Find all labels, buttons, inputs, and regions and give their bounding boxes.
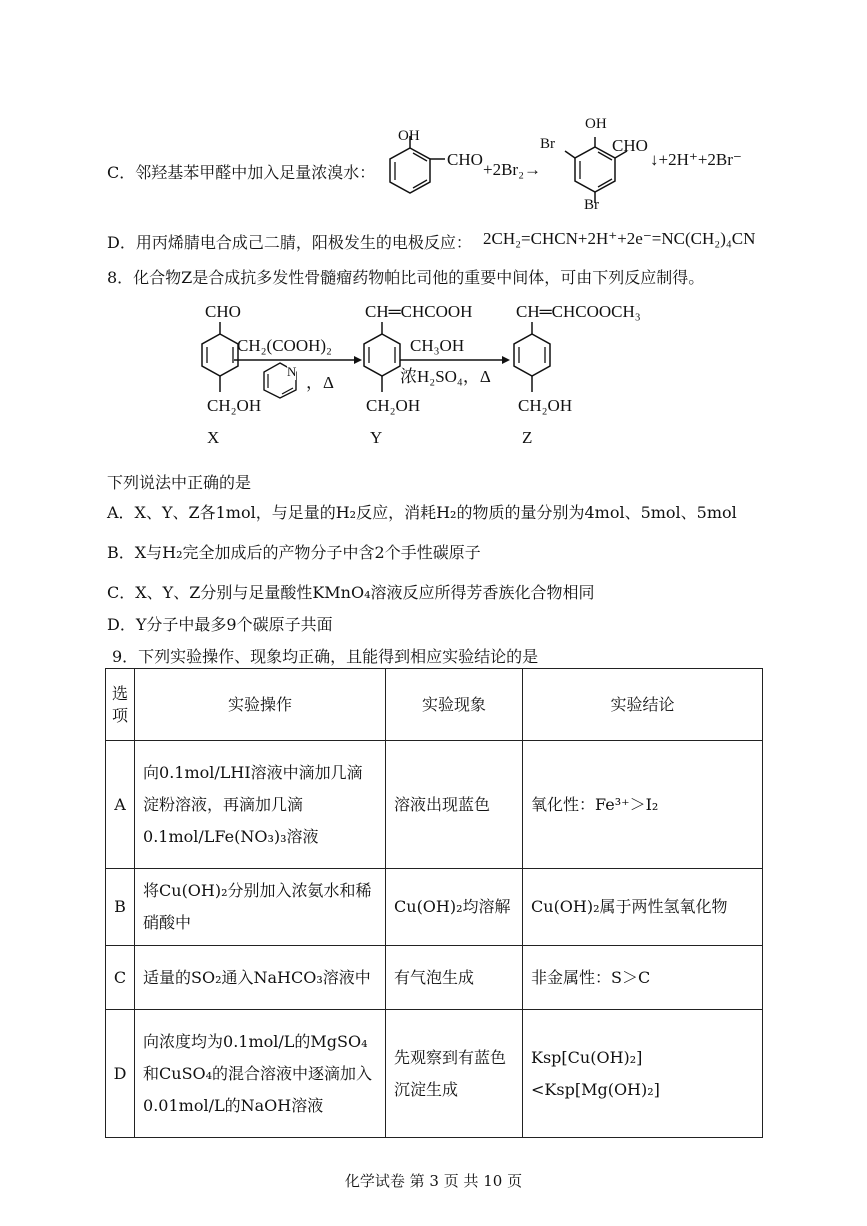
table-header-row: [106, 669, 763, 741]
q8-stem: 8．化合物Z是合成抗多发性骨髓瘤药物帕比司他的重要中间体，可由下列反应制得。: [107, 268, 705, 287]
x-label: X: [207, 428, 220, 447]
row-conclusion: 氧化性：Fe³⁺＞I₂: [523, 741, 763, 869]
step2-reagent: CH₃OH: [410, 336, 465, 355]
table-row: [106, 946, 763, 1010]
table-row: [106, 869, 763, 946]
step1-reagent: CH₂(COOH)₂: [237, 336, 332, 355]
row-operation: 向浓度均为0.1mol/L的MgSO₄和CuSO₄的混合溶液中逐滴加入0.01mol/L的NaOH溶液: [135, 1010, 386, 1138]
cho-label-1: CHO: [447, 150, 483, 169]
row-conclusion: Ksp[Cu(OH)₂]<Ksp[Mg(OH)₂]: [523, 1010, 763, 1138]
pyridine-n: N: [287, 364, 297, 379]
row-operation: 适量的SO₂通入NaHCO₃溶液中: [135, 946, 386, 1010]
z-bottom-group: CH₂OH: [518, 396, 573, 415]
br-label-1: Br: [540, 136, 555, 152]
x-bottom-group: CH₂OH: [207, 396, 262, 415]
row-conclusion: 非金属性：S＞C: [523, 946, 763, 1010]
row-phenomenon: 有气泡生成: [386, 946, 523, 1010]
row-operation: 向0.1mol/LHI溶液中滴加几滴淀粉溶液，再滴加几滴0.1mol/LFe(NO₃)₃溶液: [135, 741, 386, 869]
oh-label-1: OH: [398, 128, 420, 144]
y-top-group: CH═CHCOOH: [365, 302, 473, 321]
q9-stem: 9．下列实验操作、现象均正确，且能得到相应实验结论的是: [112, 647, 539, 666]
z-label: Z: [522, 428, 533, 447]
row-phenomenon: 溶液出现蓝色: [386, 741, 523, 869]
row-option: D: [106, 1010, 135, 1138]
x-top-group: CHO: [205, 302, 241, 321]
header-conclusion: 实验结论: [523, 669, 763, 741]
step2-cond: 浓H₂SO₄，Δ: [400, 367, 491, 386]
table-row: [106, 741, 763, 869]
z-top-group: CH═CHCOOCH₃: [516, 302, 641, 321]
q8-option-a: A．X、Y、Z各1mol，与足量的H₂反应，消耗H₂的物质的量分别为4mol、5mol、5mol: [107, 503, 737, 522]
products-text: ↓+2H⁺+2Br⁻: [650, 150, 742, 169]
reagent-br2: +2Br₂→: [483, 160, 542, 179]
page-footer: 化学试卷 第 3 页 共 10 页: [344, 1172, 523, 1190]
cho-label-2: CHO: [612, 136, 648, 155]
z-benzene-ring: [502, 322, 572, 402]
q8-prompt: 下列说法中正确的是: [107, 473, 252, 492]
dibromo-product-structure: [555, 115, 665, 225]
step1-cond: ，Δ: [306, 373, 334, 392]
table-row: [106, 1010, 763, 1138]
header-phenomenon: 实验现象: [386, 669, 523, 741]
q8-option-d: D．Y分子中最多9个碳原子共面: [107, 615, 333, 634]
option-d-equation: 2CH₂=CHCN+2H⁺+2e⁻=NC(CH₂)₄CN: [483, 229, 756, 248]
q8-option-b: B．X与H₂完全加成后的产物分子中含2个手性碳原子: [107, 543, 481, 562]
oh-label-2: OH: [585, 116, 607, 132]
y-label: Y: [370, 428, 383, 447]
q8-option-c: C．X、Y、Z分别与足量酸性KMnO₄溶液反应所得芳香族化合物相同: [107, 583, 595, 602]
y-bottom-group: CH₂OH: [366, 396, 421, 415]
header-option: 选项: [106, 669, 135, 741]
row-option: B: [106, 869, 135, 946]
option-c-text: C．邻羟基苯甲醛中加入足量浓溴水：: [107, 163, 376, 182]
row-phenomenon: Cu(OH)₂均溶解: [386, 869, 523, 946]
header-operation: 实验操作: [135, 669, 386, 741]
row-option: C: [106, 946, 135, 1010]
br-label-2: Br: [584, 197, 599, 213]
row-operation: 将Cu(OH)₂分别加入浓氨水和稀硝酸中: [135, 869, 386, 946]
option-d-text: D．用丙烯腈电合成己二腈，阳极发生的电极反应：: [107, 233, 472, 252]
row-conclusion: Cu(OH)₂属于两性氢氧化物: [523, 869, 763, 946]
row-option: A: [106, 741, 135, 869]
row-phenomenon: 先观察到有蓝色沉淀生成: [386, 1010, 523, 1138]
experiment-table: [105, 668, 763, 1138]
